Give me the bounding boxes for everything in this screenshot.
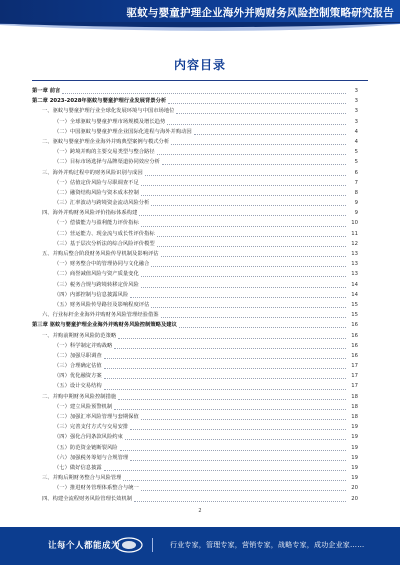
- page-footer: [0, 527, 400, 565]
- toc-entry-page: 8: [354, 189, 358, 196]
- toc-entry-text: （一）科学制定并购战略: [54, 342, 113, 349]
- toc-entry[interactable]: [32, 381, 358, 391]
- toc-leader-dots: [141, 194, 346, 196]
- toc-entry-page: 4: [354, 128, 358, 135]
- toc-leader-dots: [161, 255, 346, 257]
- toc-entry-text: 三、并购后期财务整合与风险管理: [42, 475, 122, 482]
- toc-leader-dots: [134, 500, 346, 502]
- toc-entry[interactable]: [32, 198, 358, 208]
- toc-entry[interactable]: [32, 483, 358, 493]
- toc-leader-dots: [157, 153, 346, 155]
- toc-entry[interactable]: [32, 341, 358, 351]
- toc-entry-page: 4: [354, 138, 358, 145]
- toc-entry-text: （二）营运能力、现金流与成长性评价指标: [54, 230, 155, 237]
- toc-entry[interactable]: [32, 392, 358, 402]
- toc-entry-page: 5: [354, 159, 358, 166]
- toc-entry-page: 19: [351, 454, 358, 461]
- toc-leader-dots: [104, 357, 346, 359]
- toc-entry-text: （三）完善支付方式与交易安排: [54, 424, 129, 431]
- toc-entry[interactable]: [32, 106, 358, 116]
- toc-entry[interactable]: [32, 117, 358, 127]
- toc-entry[interactable]: [32, 188, 358, 198]
- toc-entry-page: 18: [351, 393, 358, 400]
- toc-entry-text: （一）建立风险预警机制: [54, 403, 113, 410]
- toc-leader-dots: [141, 418, 346, 420]
- toc-leader-dots: [157, 245, 346, 247]
- toc-entry-page: 13: [351, 261, 358, 268]
- toc-leader-dots: [151, 265, 346, 267]
- toc-leader-dots: [130, 459, 346, 461]
- toc-leader-dots: [141, 489, 346, 491]
- toc-entry[interactable]: [32, 371, 358, 381]
- toc-entry-text: （五）设计交易结构: [54, 383, 102, 390]
- toc-entry[interactable]: [32, 269, 358, 279]
- toc-entry-page: 3: [354, 88, 358, 94]
- page-header: [0, 0, 400, 34]
- toc-entry-text: 三、海外并购过程中的财务风险识别与成因: [42, 169, 143, 176]
- toc-entry-page: 3: [354, 98, 358, 105]
- toc-leader-dots: [104, 367, 346, 369]
- toc-entry-page: 19: [351, 444, 358, 451]
- toc-entry-text: （一）全球驱蚊与婴童护理市场规模及增长趋势: [54, 118, 166, 125]
- toc-entry-page: 11: [351, 230, 358, 237]
- toc-leader-dots: [141, 184, 346, 186]
- toc-entry-page: 17: [351, 363, 358, 370]
- toc-leader-dots: [162, 163, 346, 165]
- toc-entry-text: （四）内部控制与信息披露风险: [54, 291, 129, 298]
- toc-entry[interactable]: [32, 494, 358, 504]
- toc-entry-text: （二）加强汇率风险管理与套期保值: [54, 414, 139, 420]
- toc-entry-text: 五、并购后整合阶段财务风险传导机制及影响评估: [42, 251, 159, 257]
- header-swoosh-decoration: [0, 22, 400, 34]
- toc-entry-page: 19: [351, 434, 358, 441]
- toc-entry-page: 13: [351, 271, 358, 278]
- toc-entry[interactable]: [32, 310, 358, 320]
- toc-entry-text: （三）合理确定估值: [54, 363, 102, 370]
- toc-leader-dots: [141, 225, 346, 227]
- toc-entry[interactable]: [32, 229, 358, 239]
- toc-entry-page: 15: [351, 301, 358, 308]
- toc-entry-text: （一）估值定价风险与尽职调查不足: [54, 179, 139, 186]
- footer-tagline: 行业专家，管理专家，营销专家，战略专家，成功企业家……: [170, 541, 365, 549]
- toc-entry-text: （一）偿债能力与盈利能力评价指标: [54, 220, 139, 227]
- toc-entry[interactable]: [32, 453, 358, 463]
- toc-leader-dots: [167, 123, 346, 125]
- toc-entry-page: 16: [351, 352, 358, 359]
- toc-entry-page: 6: [354, 169, 358, 176]
- toc-entry-page: 10: [351, 220, 358, 227]
- toc-entry-text: （三）基于层次分析法的综合风险评价模型: [54, 240, 155, 247]
- toc-entry-page: 7: [354, 179, 358, 186]
- toc-entry-page: 14: [351, 281, 358, 288]
- toc-entry-page: 19: [351, 464, 358, 471]
- toc-entry-text: （五）防范资金链断裂风险: [54, 444, 118, 451]
- toc-entry-page: 18: [351, 414, 358, 420]
- toc-entry-page: 13: [351, 251, 358, 257]
- toc-leader-dots: [118, 337, 346, 339]
- toc-entry-page: 15: [351, 312, 358, 319]
- toc-leader-dots: [179, 326, 346, 328]
- toc-entry[interactable]: [32, 218, 358, 228]
- toc-entry[interactable]: [32, 178, 358, 188]
- toc-entry[interactable]: [32, 290, 358, 300]
- toc-leader-dots: [62, 92, 346, 94]
- toc-entry-text: （二）加强尽职调查: [54, 352, 102, 359]
- toc-entry-page: 16: [351, 332, 358, 339]
- toc-entry[interactable]: [32, 147, 358, 157]
- toc-entry[interactable]: [32, 331, 358, 341]
- toc-entry[interactable]: [32, 96, 358, 106]
- toc-entry-text: （三）税务合规与跨境转移定价风险: [54, 281, 139, 288]
- toc-entry[interactable]: [32, 320, 358, 330]
- toc-entry[interactable]: [32, 280, 358, 290]
- toc-entry[interactable]: [32, 361, 358, 371]
- toc-entry-text: （一）财务整合中的管理协同与文化融合: [54, 261, 150, 268]
- toc-entry[interactable]: [32, 168, 358, 178]
- toc-leader-dots: [151, 204, 346, 206]
- toc-leader-dots: [104, 377, 346, 379]
- toc-leader-dots: [130, 428, 346, 430]
- toc-entry[interactable]: [32, 86, 358, 96]
- toc-leader-dots: [130, 296, 346, 298]
- toc-entry-text: （六）加强税务筹划与合规管理: [54, 454, 129, 461]
- toc-list: [32, 86, 358, 504]
- toc-leader-dots: [104, 388, 346, 390]
- page-number: 2: [198, 508, 202, 514]
- toc-entry-page: 18: [351, 403, 358, 410]
- toc-entry-page: 3: [354, 118, 358, 125]
- toc-entry-text: （二）中国驱蚊与婴童护理企业国际化进程与海外并购动因: [54, 128, 192, 135]
- toc-entry-page: 17: [351, 373, 358, 380]
- toc-leader-dots: [114, 408, 346, 410]
- toc-leader-dots: [125, 438, 346, 440]
- toc-entry-text: 一、并购前期财务风险防范策略: [42, 332, 117, 339]
- toc-leader-dots: [139, 214, 346, 216]
- toc-leader-dots: [168, 102, 346, 104]
- toc-entry-text: （三）汇率波动与跨境资金流动风险分析: [54, 200, 150, 207]
- toc-entry[interactable]: [32, 208, 358, 218]
- toc-entry[interactable]: [32, 137, 358, 147]
- toc-entry[interactable]: [32, 473, 358, 483]
- toc-entry-page: 19: [351, 475, 358, 482]
- toc-entry-text: 一、驱蚊与婴童护理行业全球化发展环境与中国市场地位: [42, 108, 175, 115]
- toc-entry-text: 四、构建全流程财务风险管理长效机制: [42, 495, 133, 502]
- publisher-logo-icon: [114, 535, 144, 555]
- toc-entry-text: （七）做好信息披露: [54, 464, 102, 471]
- toc-entry-page: 12: [351, 240, 358, 247]
- toc-leader-dots: [145, 174, 346, 176]
- report-title: 驱蚊与婴童护理企业海外并购财务风险控制策略研究报告: [126, 7, 394, 19]
- toc-entry-page: 9: [354, 210, 358, 217]
- toc-leader-dots: [114, 347, 346, 349]
- toc-entry-text: （一）推进财务管理体系整合与统一: [54, 485, 139, 492]
- toc-leader-dots: [123, 479, 346, 481]
- toc-heading: 内容目录: [173, 58, 226, 72]
- toc-divider: [32, 80, 368, 81]
- toc-entry-text: （四）优化融资方案: [54, 373, 102, 380]
- toc-entry-page: 5: [354, 149, 358, 156]
- toc-entry-page: 17: [351, 383, 358, 390]
- toc-leader-dots: [157, 235, 346, 237]
- toc-entry-page: 20: [351, 485, 358, 492]
- toc-entry-page: 14: [351, 291, 358, 298]
- toc-entry[interactable]: [32, 249, 358, 259]
- toc-entry-text: 第一章 前言: [32, 88, 61, 94]
- footer-separator: [152, 538, 153, 552]
- toc-entry-text: （二）融资结构风险与资本成本控制: [54, 189, 139, 196]
- toc-entry[interactable]: [32, 402, 358, 412]
- toc-leader-dots: [120, 449, 346, 451]
- toc-entry[interactable]: [32, 432, 358, 442]
- toc-leader-dots: [141, 275, 346, 277]
- toc-leader-dots: [176, 112, 346, 114]
- toc-entry[interactable]: [32, 412, 358, 422]
- toc-entry[interactable]: [32, 463, 358, 473]
- toc-leader-dots: [141, 286, 346, 288]
- toc-entry-page: 20: [351, 495, 358, 502]
- toc-leader-dots: [104, 469, 346, 471]
- toc-leader-dots: [161, 316, 346, 318]
- toc-leader-dots: [171, 143, 346, 145]
- toc-entry-text: （四）强化合同条款风险约束: [54, 434, 123, 441]
- toc-entry-text: 二、并购中期财务风险控制措施: [42, 393, 117, 400]
- toc-entry[interactable]: [32, 443, 358, 453]
- toc-entry-text: 四、海外并购财务风险评价指标体系构建: [42, 210, 138, 217]
- toc-entry-text: （二）目标市场选择与品牌渠道协同效应分析: [54, 159, 160, 166]
- toc-entry[interactable]: [32, 239, 358, 249]
- toc-entry-text: 第三章 驱蚊与婴童护理企业海外并购财务风险控制策略及建议: [32, 322, 177, 329]
- toc-entry-page: 16: [351, 342, 358, 349]
- toc-leader-dots: [194, 133, 346, 135]
- toc-entry-page: 3: [354, 108, 358, 115]
- toc-entry-text: （一）跨境并购的主要交易类型与整合路径: [54, 149, 155, 156]
- toc-leader-dots: [118, 398, 346, 400]
- toc-entry-text: 二、驱蚊与婴童护理企业海外并购典型案例与模式分析: [42, 138, 170, 145]
- toc-entry[interactable]: [32, 351, 358, 361]
- toc-entry-page: 16: [351, 322, 358, 329]
- toc-entry[interactable]: [32, 157, 358, 167]
- toc-entry-text: 六、行业标杆企业海外并购财务风险管理经验借鉴: [42, 312, 159, 319]
- toc-entry-page: 9: [354, 200, 358, 207]
- toc-entry-text: （二）商誉减值风险与资产质量变化: [54, 271, 139, 278]
- toc-entry-text: （五）财务风险传导路径及影响程度评估: [54, 301, 150, 308]
- toc-leader-dots: [151, 306, 346, 308]
- toc-entry[interactable]: [32, 300, 358, 310]
- toc-entry[interactable]: [32, 127, 358, 137]
- toc-entry-page: 19: [351, 424, 358, 431]
- toc-entry[interactable]: [32, 259, 358, 269]
- toc-entry[interactable]: [32, 422, 358, 432]
- footer-slogan: 让每个人都能成为: [48, 541, 121, 551]
- toc-entry-text: 第二章 2023-2028年驱蚊与婴童护理行业发展背景分析: [32, 98, 167, 105]
